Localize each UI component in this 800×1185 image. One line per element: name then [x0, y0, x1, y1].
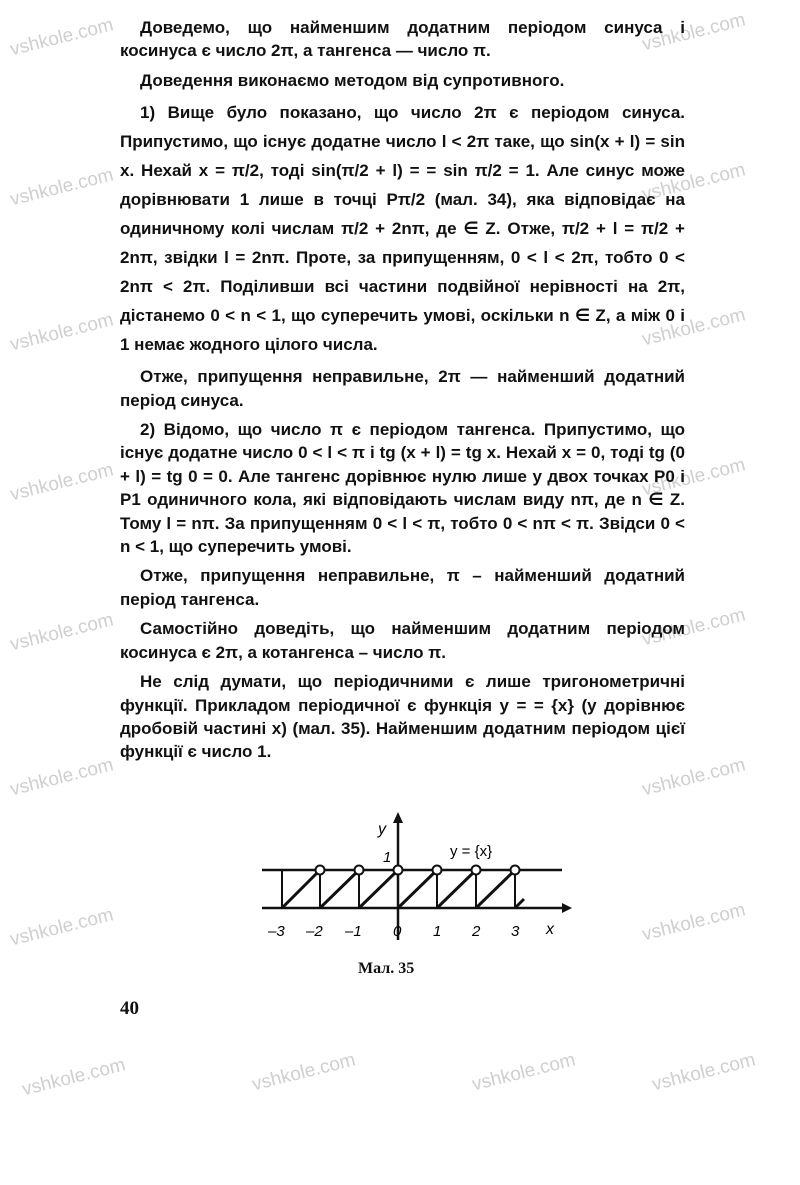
watermark: vshkole.com [640, 304, 748, 351]
open-point [316, 866, 325, 875]
watermark: vshkole.com [640, 899, 748, 946]
watermark: vshkole.com [8, 609, 116, 656]
page-text [120, 16, 685, 770]
watermark: vshkole.com [640, 604, 748, 651]
fractional-part-graph [262, 812, 572, 952]
page-number: 40 [120, 998, 139, 1019]
paragraph: Отже, припущення неправильне, π – найменший додатний період тангенса. [120, 566, 685, 609]
watermark: vshkole.com [640, 9, 748, 56]
function-segment [515, 899, 524, 908]
paragraph: Самостійно доведіть, що найменшим додатним періодом косинуса є 2π, а котангенса – число π. [120, 619, 685, 662]
paragraph: 2) Відомо, що число π є періодом тангенса. Припустимо, що існує додатне число 0 < l < π і tg (x + l) = tg x. Нехай x = 0, тоді tg (0 + l) = tg 0 = 0. Але тангенс дорівнює нулю лише у двох точках P0 і P1 одиничного кола, які відповідають числам виду nπ, де n ∈ Z. Тому l = nπ. За припущенням 0 < l < π, тобто 0 < nπ < π. Звідси 0 < n < 1, що суперечить умові. [120, 420, 685, 557]
watermark: vshkole.com [8, 904, 116, 951]
function-segment [437, 870, 476, 908]
watermark: vshkole.com [640, 159, 748, 206]
x-tick-label: –2 [306, 923, 323, 940]
watermark: vshkole.com [20, 1054, 128, 1101]
watermark: vshkole.com [8, 459, 116, 506]
open-point [394, 866, 403, 875]
watermark: vshkole.com [8, 164, 116, 211]
x-tick-label: 0 [393, 923, 402, 940]
open-point [355, 866, 364, 875]
function-segment [398, 870, 437, 908]
figure-caption: Мал. 35 [358, 960, 415, 977]
paragraph: Доведемо, що найменшим додатним періодом синуса і косинуса є число 2π, а тангенса — число π. [120, 18, 685, 61]
watermark: vshkole.com [250, 1049, 358, 1096]
paragraph: Не слід думати, що періодичними є лише тригонометричні функції. Прикладом періодичної є функція y = = {x} (y дорівнює дробовій частині x) (мал. 35). Найменшим додатним періодом цієї функції є число 1. [120, 672, 685, 762]
function-segment [282, 870, 320, 908]
watermark: vshkole.com [640, 754, 748, 801]
x-tick-label: –1 [345, 923, 362, 940]
watermark: vshkole.com [8, 14, 116, 61]
watermark: vshkole.com [640, 454, 748, 501]
y-axis-arrow [393, 812, 403, 823]
watermark: vshkole.com [8, 754, 116, 801]
y-tick-label: 1 [383, 849, 392, 866]
function-label: y = {x} [450, 843, 493, 860]
watermark: vshkole.com [470, 1049, 578, 1096]
paragraph: Отже, припущення неправильне, 2π — найменший додатний період синуса. [120, 367, 685, 410]
x-tick-label: 3 [511, 923, 520, 940]
function-segment [359, 870, 398, 908]
x-tick-label: –3 [268, 923, 285, 940]
y-axis-label: y [378, 821, 386, 838]
open-point [472, 866, 481, 875]
x-tick-label: 2 [472, 923, 481, 940]
open-point [433, 866, 442, 875]
watermark: vshkole.com [8, 309, 116, 356]
paragraph: 1) Вище було показано, що число 2π є періодом синуса. Припустимо, що існує додатне число l < 2π таке, що sin(x + l) = sin x. Нехай x = π/2, тоді sin(π/2 + l) = = sin π/2 = 1. Але синус може дорівнювати 1 лише в точці Pπ/2 (мал. 34), яка відповідає на одиничному колі числам π/2 + 2nπ, де ∈ Z. Отже, π/2 + l = π/2 + 2nπ, звідки l = 2nπ. Проте, за припущенням, 0 < l < 2π, тобто 0 < 2nπ < 2π. Поділивши всі частини подвійної нерівності на 2π, дістанемо 0 < n < 1, що суперечить умові, оскільки n ∈ Z, а між 0 і 1 немає жодного цілого числа. [120, 103, 685, 355]
watermark: vshkole.com [650, 1049, 758, 1096]
function-segment [320, 870, 359, 908]
x-axis-arrow [562, 903, 572, 913]
x-axis-label: x [546, 921, 554, 938]
function-segment [476, 870, 515, 908]
x-tick-label: 1 [433, 923, 442, 940]
open-point [511, 866, 520, 875]
paragraph: Доведення виконаємо методом від супротивного. [140, 70, 565, 90]
